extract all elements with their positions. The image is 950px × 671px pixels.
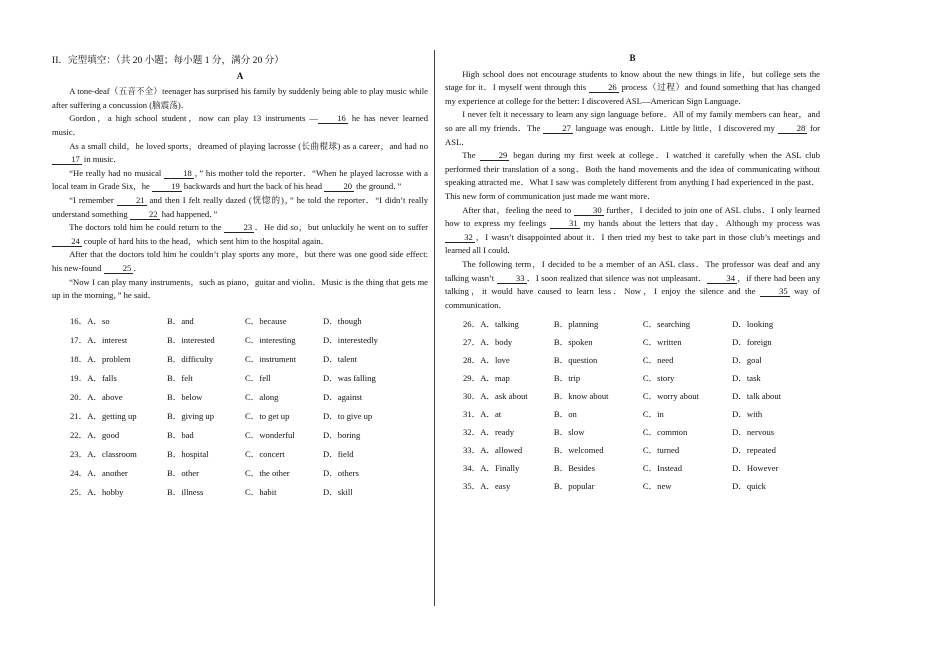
question-option-a: 24．A．another [70,468,128,479]
blank-number: 32 [445,232,475,243]
option-b: B．felt [167,373,193,384]
option-c: C．to get up [245,411,290,422]
question-option-a: 19．A．falls [70,373,117,384]
option-row [463,388,820,406]
option-c: C．worry about [642,391,699,402]
passage-b-label: B [629,53,636,63]
blank-number: 30 [574,205,604,216]
option-b: B．and [167,316,194,327]
passage-a [52,85,428,303]
option-c: C．common [642,427,688,438]
option-row [70,484,401,503]
option-row [70,389,401,408]
option-c: C．need [642,355,674,366]
text-segment: “Now I can play many instruments，such as piano，guitar and violin．Music is the thing that gets me up in the morning，” he said． [52,276,428,301]
blank-number: 26 [589,82,619,93]
column-divider [434,50,435,606]
option-c: C．because [245,316,287,327]
text-segment: and then I felt really dazed (恍惚的)，” he told the reporter．“I didn’t really understand something [52,194,428,219]
text-segment: ，” his mother told the reporter．“When he played lacrosse with a local team in Grade Six，he [52,167,428,192]
question-option-a: 23．A．classroom [70,449,137,460]
text-segment: Gordon，a high school student，now can play 13 instruments — [69,113,319,124]
paragraph [445,204,820,258]
option-c: C．turned [642,445,680,456]
option-d: D．boring [323,430,361,441]
text-segment: ．I soon realized that silence was not unpleasant． [526,272,708,283]
text-segment: High school does not encourage students to know about the new things in life，but college sets the stage for it．I myself went through this [445,68,820,93]
option-c: C．Instead [642,463,682,474]
blank-number: 17 [52,154,82,165]
option-d: D．with [732,409,763,420]
option-row [463,352,820,370]
question-option-a: 21．A．getting up [70,411,137,422]
text-segment: my hands about the letters that day．Although my process was [579,218,821,229]
text-segment: ．He did so，but unluckily he went on to suffer [254,222,428,233]
text-segment: began during my first week at college．I watched it carefully when the ASL club performed their translation of a song．Both the hand movements and the idea of communicating without speaking attracted me．What I saw was completely different from anything I had experienced in the past．This new form of communication just made me want more． [445,150,820,201]
blank-number: 35 [760,286,790,297]
blank-number: 33 [497,273,527,284]
text-segment: A tone-deaf（五音不全）teenager has surprised his family by suddenly being able to play music while after suffering a concussion (脑震荡)． [52,86,428,110]
text-segment: I never felt it necessary to learn any sign language before．All of my family members can hear，and so are all my friends．The [445,109,820,133]
option-b: B．below [167,392,203,403]
option-d: D．talent [323,354,357,365]
text-segment: The [462,150,480,161]
question-option-a: 20．A．above [70,392,123,403]
option-row [463,424,820,442]
right-column [445,50,820,496]
text-segment: The doctors told him he could return to the [69,222,225,233]
options-table-a [70,313,401,503]
paragraph [52,276,428,303]
option-c: C．habit [245,487,277,498]
text-segment: ，I wasn’t disappointed about it．I then tried my best to take part in those club’s meetings and learned all I could． [445,231,820,256]
option-b: B．bad [167,430,194,441]
option-c: C．written [642,337,682,348]
text-segment: “I remember [69,194,117,205]
paragraph [445,108,820,149]
blank-number: 34 [707,273,737,284]
option-c: C．the other [245,468,290,479]
text-segment: “He really had no musical [69,167,165,178]
blank-number: 22 [130,209,160,220]
paragraph [52,194,428,221]
option-row [463,370,820,388]
text-segment: the ground．” [354,181,402,192]
text-segment: way of communication． [445,286,820,310]
option-c: C．along [245,392,279,403]
section-title: II．完型填空：（共 20 小题；每小题 1 分，满分 20 分） [52,55,284,66]
option-d: D．was falling [323,373,376,384]
blank-number: 24 [52,236,82,247]
question-option-a: 32．A．ready [463,427,515,438]
option-c: C．story [642,373,675,384]
option-c: C．in [642,409,664,420]
option-row [70,465,401,484]
option-d: D．others [323,468,359,479]
text-segment: process（过程）and found something that has changed my experience at college for the better: I discovered ASL—American Sign Language． [445,82,820,106]
option-row [70,370,401,389]
blank-number: 27 [543,123,573,134]
passage-b [445,68,820,313]
question-option-a: 34．A．Finally [463,463,520,474]
option-row [70,446,401,465]
question-option-a: 31．A．at [463,409,502,420]
option-d: D．goal [732,355,762,366]
text-segment: As a small child，he loved sports，dreamed of playing lacrosse (长曲棍球) as a career，and had no [69,140,428,151]
question-option-a: 26．A．talking [463,319,519,330]
question-option-a: 18．A．problem [70,354,131,365]
paragraph [445,149,820,203]
option-d: D．task [732,373,761,384]
blank-number: 25 [104,263,134,274]
option-row [70,408,401,427]
text-segment: ． [133,262,142,273]
text-segment: in music． [81,154,122,165]
option-b: B．giving up [167,411,215,422]
option-row [463,442,820,460]
blank-number: 21 [117,195,147,206]
option-b: B．illness [167,487,204,498]
option-b: B．on [553,409,577,420]
option-c: C．new [642,481,672,492]
blank-number: 18 [164,168,194,179]
text-segment: The following term，I decided to be a member of an ASL class．The professor was deaf and any talking wasn’t [445,258,820,283]
question-option-a: 22．A．good [70,430,120,441]
text-segment: ，if there had been any talking，it would have caused to learn less．Now，I enjoy the silence and the [445,272,821,297]
option-d: D．field [323,449,354,460]
option-row [70,427,401,446]
blank-number: 16 [318,113,348,124]
text-segment: After that the doctors told him he couldn’t play sports any more，but there was one good side effect: his new-found [52,249,428,273]
paragraph [52,248,428,275]
option-b: B．slow [553,427,585,438]
option-row [463,460,820,478]
question-option-a: 16．A．so [70,316,110,327]
option-b: B．spoken [553,337,593,348]
paragraph [52,112,428,139]
option-d: D．interestedly [323,335,378,346]
option-d: D．foreign [732,337,772,348]
left-column [52,50,428,503]
option-row [70,351,401,370]
option-d: D．to give up [323,411,373,422]
blank-number: 28 [778,123,808,134]
text-segment: for ASL． [445,122,821,147]
option-b: B．planning [553,319,599,330]
option-c: C．searching [642,319,691,330]
option-b: B．popular [553,481,595,492]
option-c: C．concert [245,449,285,460]
option-c: C．instrument [245,354,297,365]
option-d: D．quick [732,481,766,492]
option-d: D．skill [323,487,353,498]
text-segment: backwards and hurt the back of his head [181,181,325,192]
option-row [70,313,401,332]
question-option-a: 29．A．map [463,373,510,384]
option-d: D．looking [732,319,774,330]
text-segment: language was enough．Little by little，I discovered my [572,122,778,133]
option-b: B．interested [167,335,215,346]
option-row [463,406,820,424]
option-b: B．Besides [553,463,595,474]
question-option-a: 17．A．interest [70,335,128,346]
blank-number: 20 [324,181,354,192]
options-table-b [463,316,820,496]
option-row [463,334,820,352]
text-segment: had happened．” [159,208,218,219]
text-segment: couple of hard hits to the head，which sent him to the hospital again． [81,235,330,246]
paragraph [52,221,428,248]
question-option-a: 27．A．body [463,337,513,348]
text-segment: further，I decided to join one of ASL clubs．I only learned how to express my feelings [445,204,820,229]
paragraph [445,258,820,312]
option-c: C．wonderful [245,430,295,441]
option-d: D．talk about [732,391,782,402]
passage-a-label: A [236,70,244,81]
paragraph [445,68,820,109]
question-option-a: 28．A．love [463,355,510,366]
option-b: B．trip [553,373,581,384]
question-option-a: 35．A．easy [463,481,511,492]
option-b: B．other [167,468,199,479]
question-option-a: 33．A．allowed [463,445,523,456]
option-d: D．though [323,316,362,327]
option-b: B．question [553,355,598,366]
option-d: D．nervous [732,427,775,438]
option-b: B．welcomed [553,445,604,456]
option-row [70,332,401,351]
option-c: C．fell [245,373,271,384]
text-segment: After that，feeling the need to [462,204,574,215]
blank-number: 19 [152,181,182,192]
text-segment: he has never learned music． [52,113,429,137]
option-b: B．difficulty [167,354,214,365]
option-c: C．interesting [245,335,296,346]
option-b: B．know about [553,391,609,402]
option-d: D．against [323,392,363,403]
paragraph [52,85,428,112]
paragraph [52,167,428,194]
option-d: D．repeated [732,445,776,456]
question-option-a: 25．A．hobby [70,487,124,498]
option-d: D．However [732,463,779,474]
question-option-a: 30．A．ask about [463,391,528,402]
option-row [463,478,820,496]
blank-number: 23 [224,222,254,233]
blank-number: 31 [550,218,580,229]
blank-number: 29 [480,150,510,161]
option-b: B．hospital [167,449,209,460]
paragraph [52,140,428,167]
option-row [463,316,820,334]
